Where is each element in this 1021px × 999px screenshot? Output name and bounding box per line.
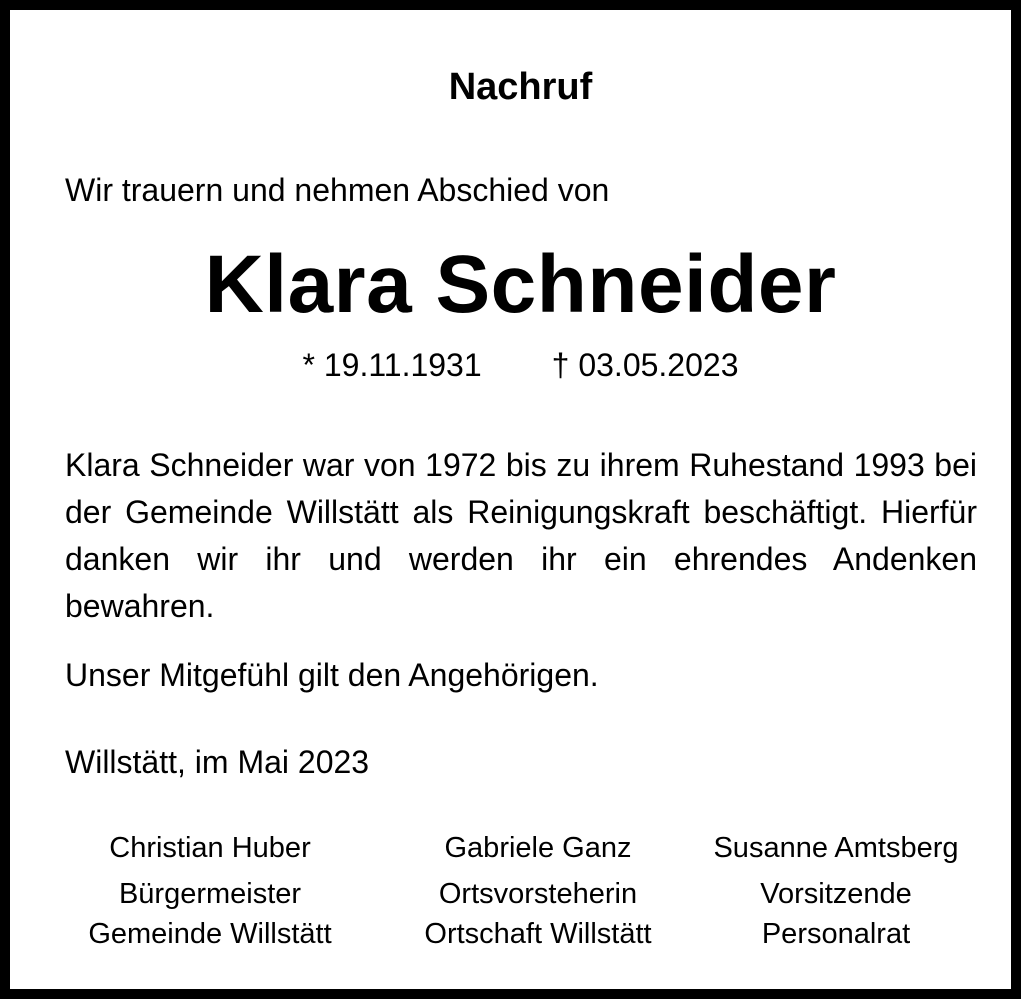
signatory-name: Gabriele Ganz xyxy=(444,832,632,864)
notice-heading: Nachruf xyxy=(448,66,593,108)
death-date: † 03.05.2023 xyxy=(551,347,739,383)
life-dates xyxy=(10,344,1021,386)
signatory-title: Bürgermeister xyxy=(118,878,302,910)
deceased-name: Klara Schneider xyxy=(204,239,837,330)
signatory-organization: Ortschaft Willstätt xyxy=(424,918,652,950)
signatory-name: Susanne Amtsberg xyxy=(713,832,959,864)
tribute-paragraph: Klara Schneider war von 1972 bis zu ihrem Ruhestand 1993 bei der Gemeinde Willstätt als Reinigungskraft beschäftigt. Hierfür danken wir ihr und werden ihr ein ehrendes Andenken bewahren. xyxy=(65,447,977,624)
signatory-organization: Gemeinde Willstätt xyxy=(88,918,332,950)
condolence-text: Unser Mitgefühl gilt den Angehörigen. xyxy=(65,657,599,693)
signatory-organization: Personalrat xyxy=(761,918,911,950)
place-and-date: Willstätt, im Mai 2023 xyxy=(65,744,370,780)
signatory-title: Ortsvorsteherin xyxy=(438,878,638,910)
intro-text: Wir trauern und nehmen Abschied von xyxy=(65,172,610,208)
signatory-name: Christian Huber xyxy=(109,832,311,864)
signatory-local-head xyxy=(378,828,698,954)
signatory-title: Vorsitzende xyxy=(760,878,912,910)
signatory-staff-council xyxy=(676,828,996,954)
signatures-block xyxy=(50,828,991,968)
signatory-mayor xyxy=(50,828,370,954)
birth-date: * 19.11.1931 xyxy=(302,347,482,383)
